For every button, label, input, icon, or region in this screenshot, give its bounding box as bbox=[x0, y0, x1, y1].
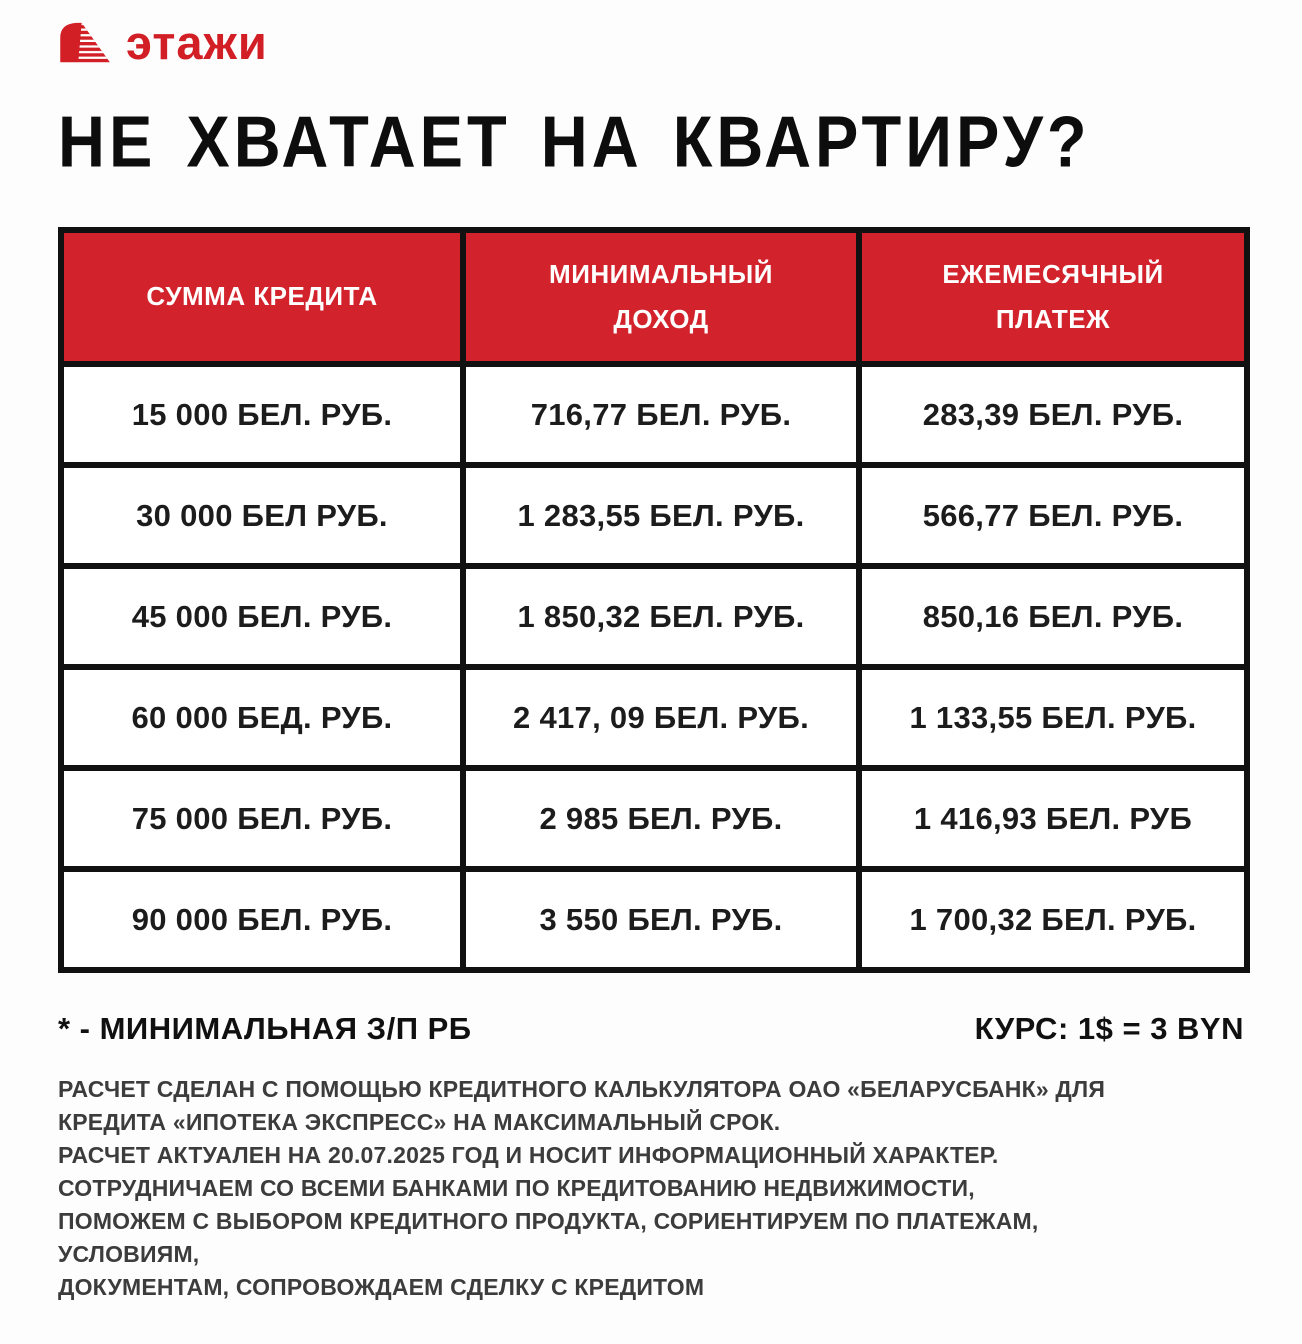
table-cell: 1 700,32 БЕЛ. РУБ. bbox=[859, 869, 1247, 970]
table-cell: 1 133,55 БЕЛ. РУБ. bbox=[859, 667, 1247, 768]
table-cell: 60 000 БЕД. РУБ. bbox=[61, 667, 463, 768]
table-header-row bbox=[61, 230, 1247, 364]
table-cell: 566,77 БЕЛ. РУБ. bbox=[859, 465, 1247, 566]
column-header-loan-amount: СУММА КРЕДИТА bbox=[61, 230, 463, 364]
table-cell: 716,77 БЕЛ. РУБ. bbox=[463, 364, 859, 465]
table-cell: 1 416,93 БЕЛ. РУБ bbox=[859, 768, 1247, 869]
disclaimer-line: КРЕДИТА «ИПОТЕКА ЭКСПРЕСС» НА МАКСИМАЛЬНЫЙ СРОК. bbox=[58, 1109, 781, 1135]
table-cell: 15 000 БЕЛ. РУБ. bbox=[61, 364, 463, 465]
table-row bbox=[61, 566, 1247, 667]
table-cell: 30 000 БЕЛ РУБ. bbox=[61, 465, 463, 566]
exchange-rate: КУРС: 1$ = 3 BYN bbox=[974, 1011, 1244, 1046]
table-cell: 75 000 БЕЛ. РУБ. bbox=[61, 768, 463, 869]
footnote-min-salary: * - МИНИМАЛЬНАЯ З/П РБ bbox=[58, 1011, 472, 1046]
table-cell: 45 000 БЕЛ. РУБ. bbox=[61, 566, 463, 667]
table-cell: 283,39 БЕЛ. РУБ. bbox=[859, 364, 1247, 465]
brand-logo bbox=[58, 14, 1244, 70]
column-header-min-income: МИНИМАЛЬНЫЙ ДОХОД bbox=[463, 230, 859, 364]
table-row bbox=[61, 465, 1247, 566]
table-cell: 1 850,32 БЕЛ. РУБ. bbox=[463, 566, 859, 667]
table-cell: 850,16 БЕЛ. РУБ. bbox=[859, 566, 1247, 667]
disclaimer-line: ДОКУМЕНТАМ, СОПРОВОЖДАЕМ СДЕЛКУ С КРЕДИТОМ bbox=[58, 1274, 705, 1300]
disclaimer-line: РАСЧЕТ СДЕЛАН С ПОМОЩЬЮ КРЕДИТНОГО КАЛЬКУЛЯТОРА ОАО «БЕЛАРУСБАНК» ДЛЯ bbox=[58, 1076, 1106, 1102]
table-row bbox=[61, 869, 1247, 970]
footnote-row bbox=[58, 1011, 1244, 1047]
brand-name: этажи bbox=[126, 15, 268, 69]
disclaimer-line: ПОМОЖЕМ С ВЫБОРОМ КРЕДИТНОГО ПРОДУКТА, СОРИЕНТИРУЕМ ПО ПЛАТЕЖАМ, bbox=[58, 1208, 1039, 1234]
table-row bbox=[61, 667, 1247, 768]
disclaimer-line: УСЛОВИЯМ, bbox=[58, 1241, 200, 1267]
table-cell: 2 417, 09 БЕЛ. РУБ. bbox=[463, 667, 859, 768]
table-cell: 1 283,55 БЕЛ. РУБ. bbox=[463, 465, 859, 566]
disclaimer-line: РАСЧЕТ АКТУАЛЕН НА 20.07.2025 ГОД И НОСИТ ИНФОРМАЦИОННЫЙ ХАРАКТЕР. bbox=[58, 1142, 999, 1168]
disclaimer-line: СОТРУДНИЧАЕМ СО ВСЕМИ БАНКАМИ ПО КРЕДИТОВАНИЮ НЕДВИЖИМОСТИ, bbox=[58, 1175, 975, 1201]
table-cell: 2 985 БЕЛ. РУБ. bbox=[463, 768, 859, 869]
disclaimer-text bbox=[58, 1073, 1244, 1304]
building-icon bbox=[58, 19, 112, 65]
table-cell: 90 000 БЕЛ. РУБ. bbox=[61, 869, 463, 970]
loan-table bbox=[58, 227, 1250, 973]
table-cell: 3 550 БЕЛ. РУБ. bbox=[463, 869, 859, 970]
page-title: НЕ ХВАТАЕТ НА КВАРТИРУ? bbox=[58, 100, 1091, 183]
table-row bbox=[61, 364, 1247, 465]
table-row bbox=[61, 768, 1247, 869]
column-header-monthly-payment: ЕЖЕМЕСЯЧНЫЙ ПЛАТЕЖ bbox=[859, 230, 1247, 364]
